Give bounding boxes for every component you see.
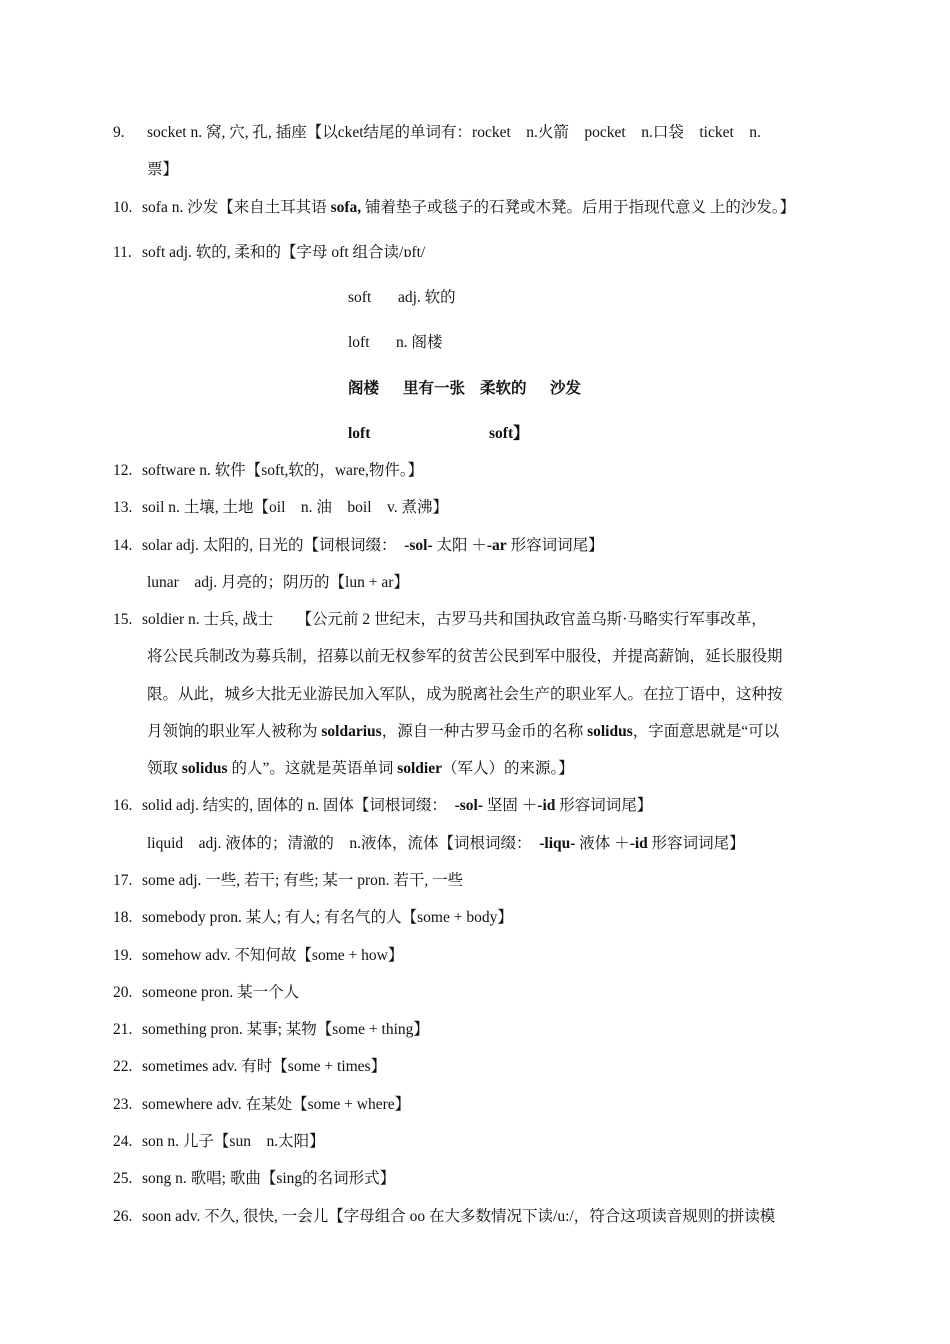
entry-song: song n. 歌唱; 歌曲【sing的名词形式】 [142,1170,396,1187]
entry-number: 14. [113,537,133,554]
entry-number: 13. [113,499,133,516]
entry-something: something pron. 某事; 某物【some + thing】 [142,1021,429,1038]
entry-son: son n. 儿子【sun n.太阳】 [142,1133,325,1150]
entry-lunar: lunar adj. 月亮的；阴历的【lun + ar】 [147,574,409,591]
entry-solar: solar adj. 太阳的, 日光的【词根词缀： -sol- 太阳 ＋-ar 形容词词尾】 [142,537,604,554]
entry-number: 9. [113,124,125,141]
mnemonic-sofa-cn: 沙发 [550,380,582,397]
entry-number: 10. [113,199,133,216]
entry-somebody: somebody pron. 某人; 有人; 有名气的人【some + body】 [142,909,513,926]
entry-software: software n. 软件【soft,软的，ware,物件。】 [142,462,424,479]
mnemonic-soft: soft】 [489,425,529,442]
entry-number: 15. [113,611,133,628]
mnemonic-middle-cn: 里有一张 [403,380,466,397]
loft-definition: n. 阁楼 [396,334,443,351]
entry-soft: soft adj. 软的, 柔和的【字母 oft 组合读/ɒft/ [142,244,426,261]
entry-number: 25. [113,1170,133,1187]
entry-number: 19. [113,947,133,964]
entry-somehow: somehow adv. 不知何故【some + how】 [142,947,404,964]
entry-soon: soon adv. 不久, 很快, 一会儿【字母组合 oo 在大多数情况下读/u:/，符合这项读音规则的拼读模 [142,1208,776,1225]
entry-socket-cont: 票】 [147,161,179,178]
entry-somewhere: somewhere adv. 在某处【some + where】 [142,1096,411,1113]
soft-word: soft [348,289,372,306]
entry-number: 11. [113,244,132,261]
mnemonic-soft-cn: 柔软的 [480,380,527,397]
entry-liquid: liquid adj. 液体的；清澈的 n.液体，流体【词根词缀： -liqu- 液体 ＋-id 形容词词尾】 [147,835,745,852]
entry-number: 21. [113,1021,133,1038]
entry-number: 20. [113,984,133,1001]
entry-soldier: soldier n. 士兵, 战士 【公元前 2 世纪末，古罗马共和国执政官盖乌斯·马略实行军事改革， [142,611,767,628]
entry-solid: solid adj. 结实的, 固体的 n. 固体【词根词缀： -sol- 坚固 ＋-id 形容词词尾】 [142,797,653,814]
entry-number: 18. [113,909,133,926]
entry-soil: soil n. 土壤, 土地【oil n. 油 boil v. 煮沸】 [142,499,448,516]
entry-number: 16. [113,797,133,814]
entry-sofa: sofa n. 沙发【来自土耳其语 sofa, 铺着垫子或毯子的石凳或木凳。后用于指现代意义 上的沙发。】 [142,199,796,216]
entry-soldier-line4: 月领饷的职业军人被称为 soldarius，源自一种古罗马金币的名称 solidus，字面意思就是“可以 [147,723,780,740]
soft-definition: adj. 软的 [398,289,456,306]
entry-sometimes: sometimes adv. 有时【some + times】 [142,1058,387,1075]
entry-number: 23. [113,1096,133,1113]
mnemonic-loft: loft [348,425,371,442]
entry-number: 12. [113,462,133,479]
entry-socket: socket n. 窝, 穴, 孔, 插座【以cket结尾的单词有：rocket n.火箭 pocket n.口袋 ticket n. [147,124,761,141]
mnemonic-loft-cn: 阁楼 [348,380,380,397]
entry-soldier-line5: 领取 solidus 的人”。这就是英语单词 soldier（军人）的来源。】 [147,760,574,777]
entry-soldier-line2: 将公民兵制改为募兵制，招募以前无权参军的贫苦公民到军中服役，并提高薪饷，延长服役期 [147,648,783,665]
entry-number: 24. [113,1133,133,1150]
entry-soldier-line3: 限。从此，城乡大批无业游民加入军队，成为脱离社会生产的职业军人。在拉丁语中，这种按 [147,686,783,703]
entry-number: 17. [113,872,133,889]
entry-some: some adj. 一些, 若干; 有些; 某一 pron. 若干, 一些 [142,872,464,889]
entry-someone: someone pron. 某一个人 [142,984,300,1001]
loft-word: loft [348,334,370,351]
entry-number: 22. [113,1058,133,1075]
entry-number: 26. [113,1208,133,1225]
